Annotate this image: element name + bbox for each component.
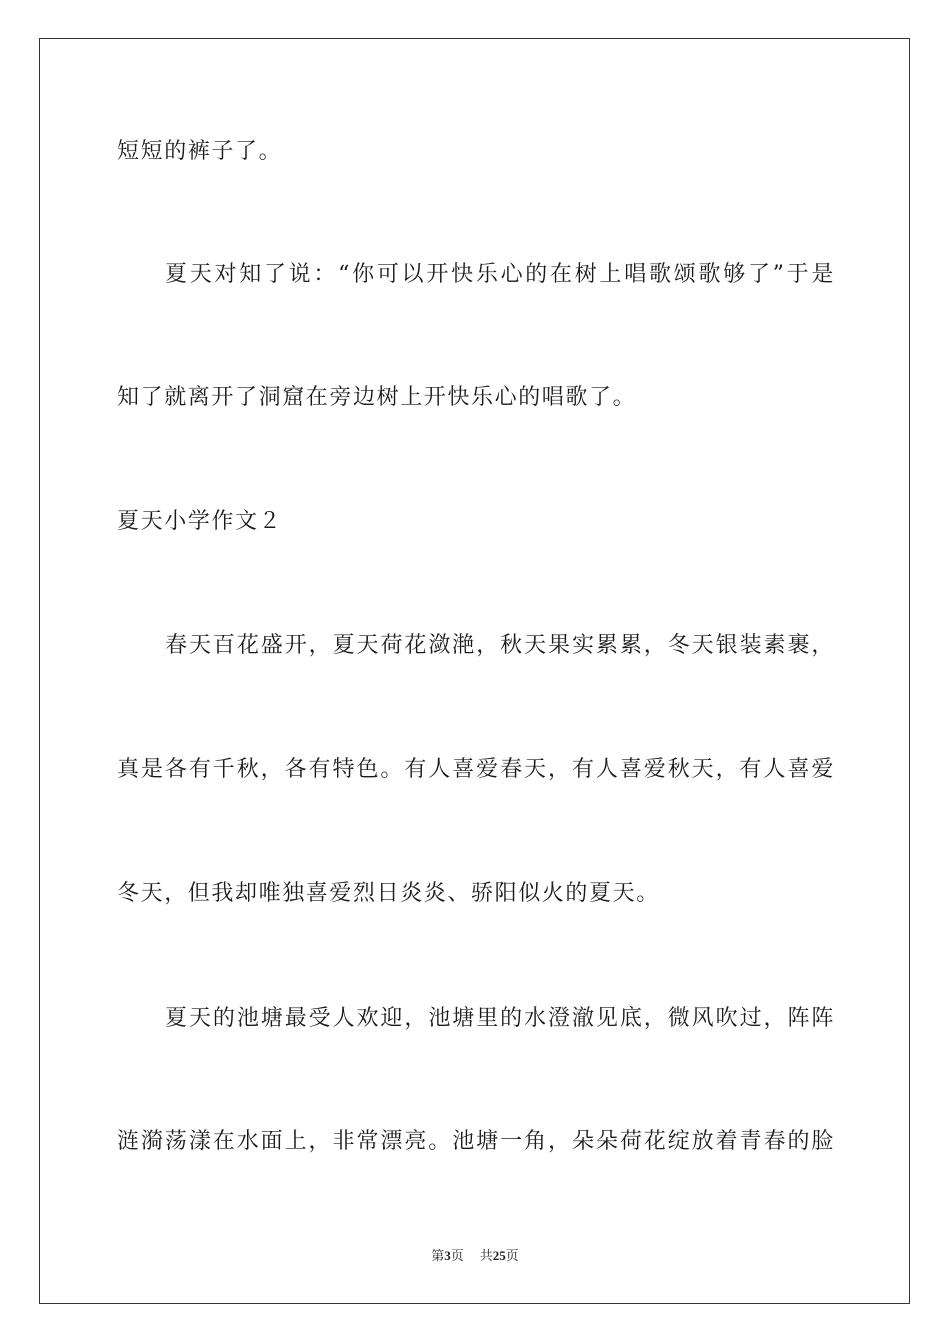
page-footer: [0, 1247, 950, 1265]
text-line: 夏天对知了说：“你可以开快乐心的在树上唱歌颂歌够了”于是: [165, 262, 835, 287]
text-line: 冬天，但我却唯独喜爱烈日炎炎、骄阳似火的夏天。: [117, 881, 660, 906]
text-line: 知了就离开了洞窟在旁边树上开快乐心的唱歌了。: [117, 385, 637, 410]
page-prefix: 第: [431, 1248, 445, 1263]
total-suffix: 页: [505, 1248, 519, 1263]
page-total: 25: [492, 1248, 506, 1263]
text-line: 短短的裤子了。: [117, 139, 283, 164]
text-line: 春天百花盛开，夏天荷花潋滟，秋天果实累累，冬天银装素裹，: [165, 633, 835, 658]
total-prefix: 共: [479, 1248, 493, 1263]
page-suffix: 页: [450, 1248, 464, 1263]
text-line: 夏天的池塘最受人欢迎，池塘里的水澄澈见底，微风吹过，阵阵: [165, 1006, 835, 1031]
text-line: 涟漪荡漾在水面上，非常漂亮。池塘一角，朵朵荷花绽放着青春的脸: [117, 1129, 835, 1154]
text-line: 真是各有千秋，各有特色。有人喜爱春天，有人喜爱秋天，有人喜爱: [117, 757, 835, 782]
section-heading: 夏天小学作文２: [117, 509, 283, 534]
page-border: [39, 38, 910, 1304]
page-current: 3: [444, 1248, 451, 1263]
